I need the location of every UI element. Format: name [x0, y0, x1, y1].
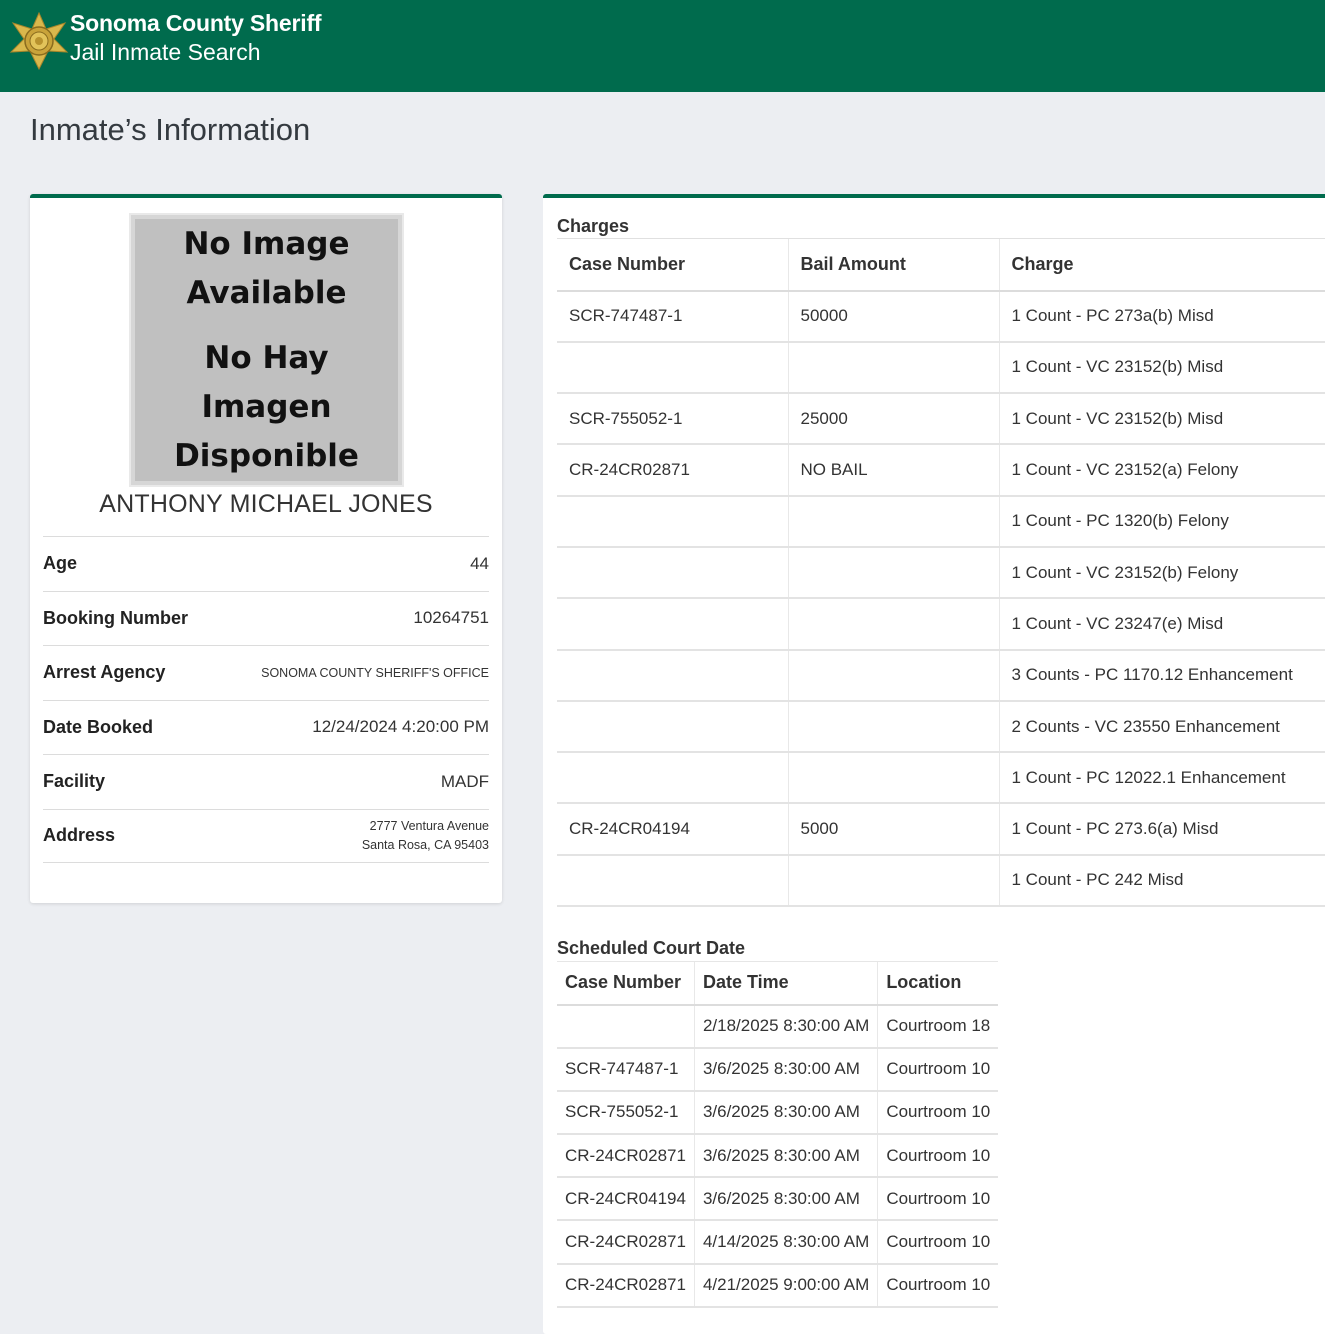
- table-cell: 1 Count - VC 23152(b) Misd: [999, 342, 1325, 393]
- table-cell: 5000: [788, 803, 999, 854]
- table-cell: SCR-747487-1: [557, 291, 788, 342]
- table-cell: 1 Count - VC 23152(b) Misd: [999, 393, 1325, 444]
- photo-text-line: Available: [186, 274, 347, 311]
- table-row: [557, 1048, 998, 1091]
- table-cell: 50000: [788, 291, 999, 342]
- column-header: Case Number: [557, 962, 694, 1005]
- info-row-facility: [43, 754, 489, 809]
- table-cell: [557, 650, 788, 701]
- table-header-row: [557, 962, 998, 1005]
- table-cell: SCR-755052-1: [557, 1091, 694, 1134]
- info-label: Arrest Agency: [43, 662, 166, 683]
- table-cell: 1 Count - VC 23152(a) Felony: [999, 444, 1325, 495]
- info-value: 44: [470, 553, 489, 573]
- table-cell: 2/18/2025 8:30:00 AM: [694, 1005, 877, 1048]
- info-label: Age: [43, 553, 78, 574]
- table-row: [557, 547, 1325, 598]
- table-cell: 2 Counts - VC 23550 Enhancement: [999, 701, 1325, 752]
- info-row-date-booked: [43, 700, 489, 755]
- table-cell: 1 Count - PC 273.6(a) Misd: [999, 803, 1325, 854]
- table-cell: CR-24CR04194: [557, 1177, 694, 1220]
- table-cell: 1 Count - PC 242 Misd: [999, 855, 1325, 906]
- court-dates-heading: Scheduled Court Date: [557, 938, 746, 958]
- table-header-row: [557, 239, 1325, 291]
- table-row: [557, 803, 1325, 854]
- table-cell: [788, 752, 999, 803]
- page-title: Inmate’s Information: [30, 112, 311, 147]
- table-cell: 3/6/2025 8:30:00 AM: [694, 1177, 877, 1220]
- table-row: [557, 1220, 998, 1263]
- info-value: MADF: [440, 771, 489, 791]
- table-cell: [788, 598, 999, 649]
- table-cell: [788, 855, 999, 906]
- table-cell: Courtroom 10: [878, 1134, 998, 1177]
- agency-title[interactable]: Sonoma County Sheriff: [70, 10, 322, 36]
- table-row: [557, 393, 1325, 444]
- table-cell: SCR-747487-1: [557, 1048, 694, 1091]
- table-cell: [788, 547, 999, 598]
- table-row: [557, 496, 1325, 547]
- charges-table: [557, 238, 1325, 907]
- photo-text-line: Disponible: [174, 437, 359, 474]
- table-cell: 3/6/2025 8:30:00 AM: [694, 1134, 877, 1177]
- court-dates-table: [557, 961, 998, 1308]
- table-row: [557, 1134, 998, 1177]
- table-cell: [557, 1005, 694, 1048]
- sheriff-star-badge-icon[interactable]: [9, 12, 69, 70]
- table-cell: 25000: [788, 393, 999, 444]
- table-cell: 1 Count - VC 23152(b) Felony: [999, 547, 1325, 598]
- table-cell: [788, 701, 999, 752]
- table-row: [557, 701, 1325, 752]
- photo-text-line: No Hay Imagen: [201, 339, 332, 425]
- table-cell: SCR-755052-1: [557, 393, 788, 444]
- table-cell: Courtroom 10: [878, 1264, 998, 1307]
- charges-heading: Charges: [557, 216, 630, 236]
- inmate-photo-placeholder: [131, 215, 402, 485]
- inmate-details-list: [43, 536, 489, 863]
- address-line: Santa Rosa, CA 95403: [361, 837, 489, 852]
- info-row-age: [43, 536, 489, 591]
- table-cell: [557, 598, 788, 649]
- column-header: Charge: [999, 239, 1325, 291]
- info-value: 10264751: [413, 608, 489, 628]
- table-row: [557, 1264, 998, 1307]
- table-cell: CR-24CR02871: [557, 1264, 694, 1307]
- info-row-arrest-agency: [43, 645, 489, 700]
- table-cell: 1 Count - PC 12022.1 Enhancement: [999, 752, 1325, 803]
- column-header: Bail Amount: [788, 239, 999, 291]
- table-row: [557, 291, 1325, 342]
- table-cell: CR-24CR02871: [557, 1220, 694, 1263]
- table-cell: [557, 496, 788, 547]
- table-cell: [557, 342, 788, 393]
- column-header: Date Time: [694, 962, 877, 1005]
- table-cell: 3/6/2025 8:30:00 AM: [694, 1048, 877, 1091]
- table-cell: Courtroom 10: [878, 1220, 998, 1263]
- info-row-booking-number: [43, 591, 489, 646]
- table-cell: [788, 342, 999, 393]
- address-value: [362, 817, 489, 855]
- table-cell: 1 Count - VC 23247(e) Misd: [999, 598, 1325, 649]
- table-cell: [557, 701, 788, 752]
- table-cell: CR-24CR02871: [557, 1134, 694, 1177]
- table-cell: [557, 752, 788, 803]
- table-cell: [788, 650, 999, 701]
- info-value: 12/24/2024 4:20:00 PM: [312, 717, 489, 737]
- table-cell: Courtroom 18: [878, 1005, 998, 1048]
- table-row: [557, 650, 1325, 701]
- table-row: [557, 1177, 998, 1220]
- info-label: Address: [43, 825, 116, 846]
- table-row: [557, 444, 1325, 495]
- column-header: Location: [878, 962, 998, 1005]
- table-cell: 1 Count - PC 273a(b) Misd: [999, 291, 1325, 342]
- table-row: [557, 598, 1325, 649]
- info-value: SONOMA COUNTY SHERIFF'S OFFICE: [261, 665, 489, 680]
- address-line: 2777 Ventura Avenue: [369, 818, 489, 833]
- app-subtitle[interactable]: Jail Inmate Search: [70, 39, 261, 65]
- table-row: [557, 752, 1325, 803]
- table-cell: 1 Count - PC 1320(b) Felony: [999, 496, 1325, 547]
- info-row-address: [43, 809, 489, 864]
- table-cell: CR-24CR04194: [557, 803, 788, 854]
- table-cell: [788, 496, 999, 547]
- charges-and-court-card: [543, 194, 1325, 1334]
- table-row: [557, 1005, 998, 1048]
- table-cell: Courtroom 10: [878, 1048, 998, 1091]
- table-row: [557, 855, 1325, 906]
- table-cell: [557, 547, 788, 598]
- info-label: Facility: [43, 771, 106, 792]
- table-cell: 4/14/2025 8:30:00 AM: [694, 1220, 877, 1263]
- table-cell: [557, 855, 788, 906]
- column-header: Case Number: [557, 239, 788, 291]
- inmate-name: ANTHONY MICHAEL JONES: [99, 490, 433, 518]
- table-cell: Courtroom 10: [878, 1177, 998, 1220]
- inmate-profile-card: [30, 194, 502, 903]
- photo-text-line: No Image: [183, 225, 350, 262]
- table-cell: NO BAIL: [788, 444, 999, 495]
- info-label: Date Booked: [43, 716, 154, 737]
- table-cell: CR-24CR02871: [557, 444, 788, 495]
- info-label: Booking Number: [43, 607, 189, 628]
- table-cell: Courtroom 10: [878, 1091, 998, 1134]
- site-header: [0, 0, 1325, 92]
- table-row: [557, 1091, 998, 1134]
- table-cell: 4/21/2025 9:00:00 AM: [694, 1264, 877, 1307]
- table-cell: 3/6/2025 8:30:00 AM: [694, 1091, 877, 1134]
- table-row: [557, 342, 1325, 393]
- table-cell: 3 Counts - PC 1170.12 Enhancement: [999, 650, 1325, 701]
